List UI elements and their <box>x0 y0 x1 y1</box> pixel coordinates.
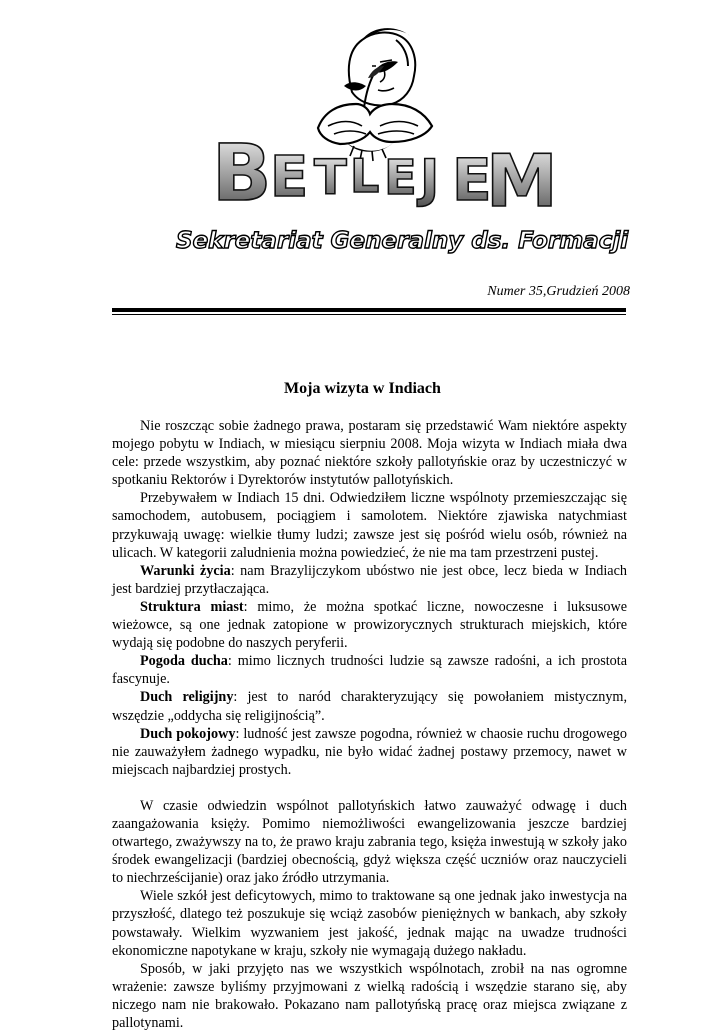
masthead-graphic <box>0 0 725 270</box>
paragraph <box>112 725 627 779</box>
issue-number-date: Numer 35,Grudzień 2008 <box>487 284 630 299</box>
header-rule-thin <box>112 314 626 315</box>
paragraph <box>112 688 627 724</box>
paragraph-text: : jest to naród charakteryzujący się powołaniem mistycznym, wszędzie „oddycha się religijnością”. <box>112 689 627 724</box>
paragraph-heading: Pogoda ducha <box>140 653 228 670</box>
title-letter-e2: E <box>384 150 417 206</box>
paragraph: W czasie odwiedzin wspólnot pallotyńskich łatwo zauważyć odwagę i duch zaangażowania księży. Pomimo niemożliwości ewangelizowania jeszcze bardziej otwartego, zważywszy na to, że prawo kraju zabrania tego, księża inwestują w szkoły jako środek ewangelizacji (bardziej obecnością, gdyż większa część uczniów oraz nauczycieli to niechrześcijanie) oraz jako źródło utrzymania. <box>112 797 627 887</box>
title-letter-e: E <box>270 145 309 210</box>
paragraph-text: : nam Brazylijczykom ubóstwo nie jest obce, lecz bieda w Indiach jest bardziej przytłaczająca. <box>112 562 627 597</box>
masthead-title <box>212 129 558 223</box>
paragraph-text: : ludność jest zawsze pogodna, również w chaosie ruchu drogowego nie zauważyłem żadnego wypadku, nie było widać żadnej postawy przemocy, nawet w miejscach najbardziej prostych. <box>112 725 627 778</box>
paragraph: Nie roszcząc sobie żadnego prawa, postaram się przedstawić Wam niektóre aspekty mojego pobytu w Indiach, w miesiącu sierpniu 2008. Moja wizyta w Indiach miała dwa cele: przede wszystkim, aby poznać niektóre szkoły pallotyńskie oraz by uczestniczyć w spotkaniu Rektorów i Dyrektorów instytutów pallotyńskich. <box>112 418 627 489</box>
header-rule-thick <box>112 308 626 312</box>
paragraph: Wiele szkół jest deficytowych, mimo to traktowane są one jednak jako inwestycja na przyszłość, dlatego też poszukuje się wciąż zasobów pieniężnych w bankach, aby szkoły powstawały. Wielkim wyzwaniem jest jakość, jednak mając na uwadze trudności ekonomiczne napotykane w kraju, szkoły nie wymagają dużego nakładu. <box>112 888 627 959</box>
paragraph: Przebywałem w Indiach 15 dni. Odwiedziłem liczne wspólnoty przemieszczając się samochodem, autobusem, pociągiem i samolotem. Niektóre zjawiska natychmiast przykuwają uwagę: wielkie tłumy ludzi; zawsze jest się pośród wielu osób, również na ulicach. W kategorii zaludnienia można powiedzieć, że nie ma tam przestrzeni pustej. <box>112 490 627 561</box>
masthead-subtitle: Sekretariat Generalny ds. Formacji <box>176 228 629 254</box>
paragraph <box>112 598 627 652</box>
article-title: Moja wizyta w Indiach <box>284 380 441 397</box>
paragraph-heading: Warunki życia <box>140 562 231 579</box>
paragraph-text: : mimo, że można spotkać liczne, nowoczesne i luksusowe wieżowce, są one jednak zatopione w prowizorycznych strukturach miejskich, które wydają się podobne do naszych peryferii. <box>112 598 627 652</box>
masthead <box>0 0 725 270</box>
title-letter-m: M <box>486 139 558 223</box>
title-letter-e3: E <box>452 146 492 214</box>
article-body <box>112 417 627 1032</box>
paragraph-heading: Struktura miast <box>140 598 244 615</box>
paragraph-heading: Duch pokojowy <box>140 725 236 742</box>
title-letter-b: B <box>212 129 272 219</box>
title-letter-t: T <box>314 150 347 206</box>
paragraph-text: : mimo licznych trudności ludzie są zawsze radośni, a ich prostota fascynuje. <box>112 653 627 688</box>
title-letter-l: L <box>350 149 380 203</box>
paragraph <box>112 652 627 688</box>
hands-holding-plant-icon <box>318 28 432 161</box>
paragraph: Sposób, w jaki przyjęto nas we wszystkich wspólnotach, zrobił na nas ogromne wrażenie: zawsze byliśmy przyjmowani z wielką radością i wszędzie starano się, aby niczego nam nie brakowało. Pokazano nam pallotyńską pracę oraz miejsca związane z pallotynami. <box>112 960 627 1031</box>
paragraph-heading: Duch religijny <box>140 689 234 706</box>
title-letter-j: J <box>420 149 440 209</box>
paragraph <box>112 562 627 598</box>
